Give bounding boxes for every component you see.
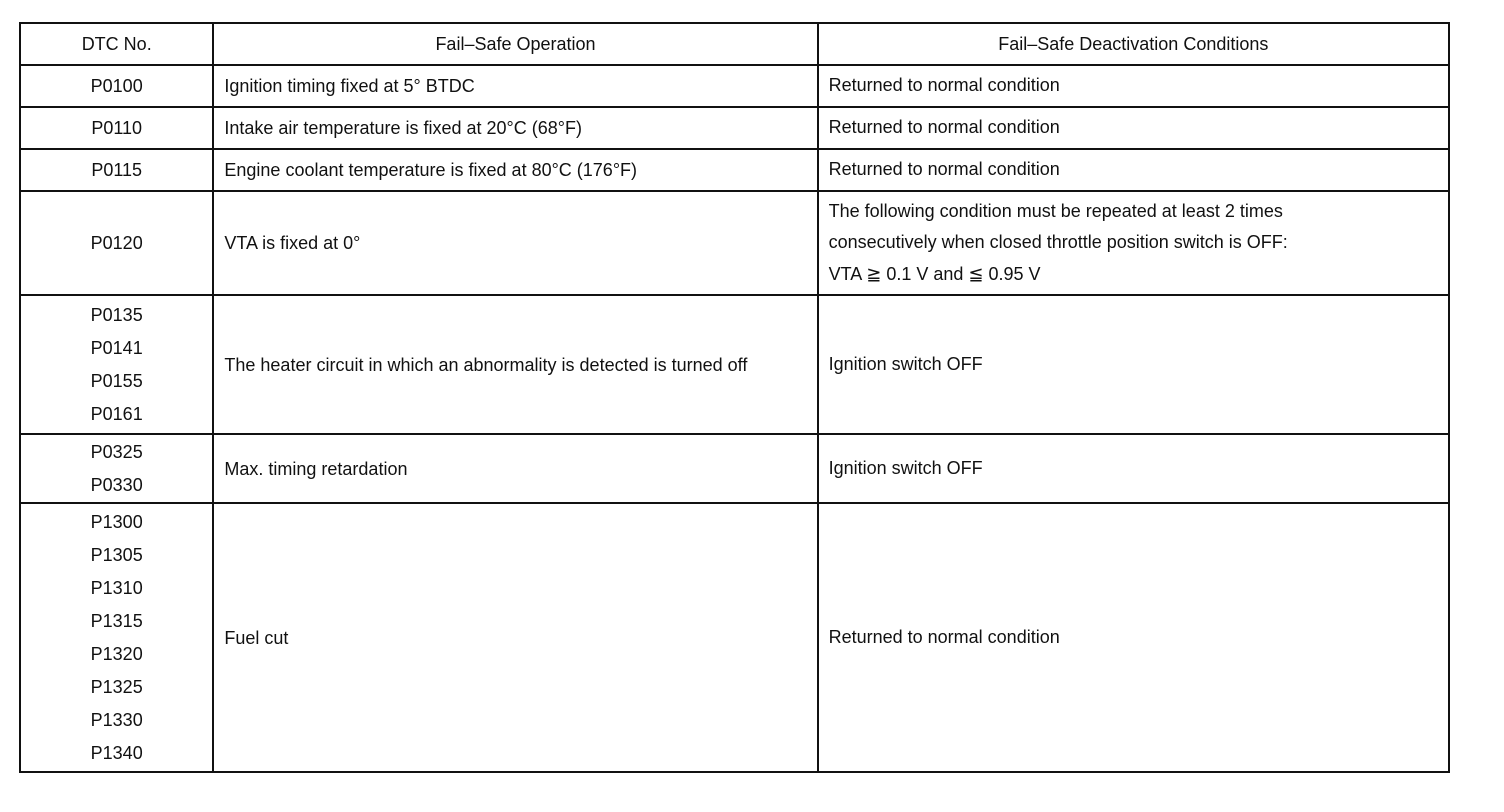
dtc-code-cell [20, 503, 213, 772]
condition-cell [818, 65, 1449, 107]
table-row [20, 503, 1449, 772]
dtc-code: P0155 [90, 370, 143, 391]
condition-text: The following condition must be repeated at least 2 times [828, 200, 1283, 221]
table-row [20, 65, 1449, 107]
dtc-code: P0141 [90, 337, 143, 358]
dtc-code: P0135 [90, 304, 143, 325]
table-row [20, 295, 1449, 434]
condition-text: Ignition switch OFF [828, 353, 983, 374]
dtc-code: P0115 [91, 159, 143, 180]
operation-cell [213, 107, 817, 149]
header-deactivation-conditions: Fail–Safe Deactivation Conditions [818, 23, 1449, 65]
operation-text: Intake air temperature is fixed at 20°C (68°F) [224, 118, 582, 138]
header-dtc-no: DTC No. [20, 23, 213, 65]
dtc-code: P1305 [90, 544, 143, 565]
header-row [20, 23, 1449, 65]
dtc-code: P1315 [90, 610, 143, 631]
condition-cell [818, 191, 1449, 295]
dtc-code: P0161 [90, 403, 143, 424]
dtc-code-cell [20, 191, 213, 295]
operation-cell [213, 191, 817, 295]
dtc-code: P1325 [90, 676, 143, 697]
operation-text: The heater circuit in which an abnormality is detected is turned off [224, 354, 748, 375]
condition-cell [818, 434, 1449, 503]
dtc-code: P0100 [90, 75, 143, 96]
dtc-code: P1340 [90, 742, 143, 763]
operation-text: Ignition timing fixed at 5° BTDC [224, 76, 475, 96]
condition-text: Returned to normal condition [828, 159, 1060, 180]
operation-cell [213, 503, 817, 772]
dtc-code-cell [20, 149, 213, 191]
fail-safe-table [19, 22, 1450, 773]
dtc-code-cell [20, 434, 213, 503]
dtc-code: P1300 [90, 511, 143, 532]
condition-text: consecutively when closed throttle position switch is OFF: [828, 232, 1288, 253]
condition-text: Returned to normal condition [828, 75, 1060, 96]
dtc-code: P0330 [90, 474, 143, 495]
operation-text: Max. timing retardation [224, 458, 408, 479]
operation-cell [213, 434, 817, 503]
condition-cell [818, 107, 1449, 149]
dtc-code: P0110 [91, 117, 143, 138]
table-row [20, 149, 1449, 191]
table-row [20, 434, 1449, 503]
dtc-code: P1330 [90, 709, 143, 730]
dtc-code-cell [20, 295, 213, 434]
operation-text: Engine coolant temperature is fixed at 80°C (176°F) [224, 160, 638, 180]
operation-text: VTA is fixed at 0° [224, 233, 361, 253]
condition-text: VTA ≧ 0.1 V and ≦ 0.95 V [828, 263, 1041, 284]
table-row [20, 107, 1449, 149]
operation-cell [213, 65, 817, 107]
condition-text: Returned to normal condition [828, 626, 1060, 647]
header-fail-safe-operation: Fail–Safe Operation [213, 23, 817, 65]
condition-cell [818, 295, 1449, 434]
condition-cell [818, 503, 1449, 772]
operation-cell [213, 149, 817, 191]
condition-cell [818, 149, 1449, 191]
condition-text: Returned to normal condition [828, 117, 1060, 138]
table-row [20, 191, 1449, 295]
dtc-code-cell [20, 107, 213, 149]
dtc-code: P1320 [90, 643, 143, 664]
condition-text: Ignition switch OFF [828, 457, 983, 478]
dtc-code-cell [20, 65, 213, 107]
operation-cell [213, 295, 817, 434]
dtc-code: P0120 [90, 232, 143, 253]
dtc-code: P1310 [90, 577, 143, 598]
operation-text: Fuel cut [224, 627, 289, 648]
dtc-code: P0325 [90, 441, 143, 462]
